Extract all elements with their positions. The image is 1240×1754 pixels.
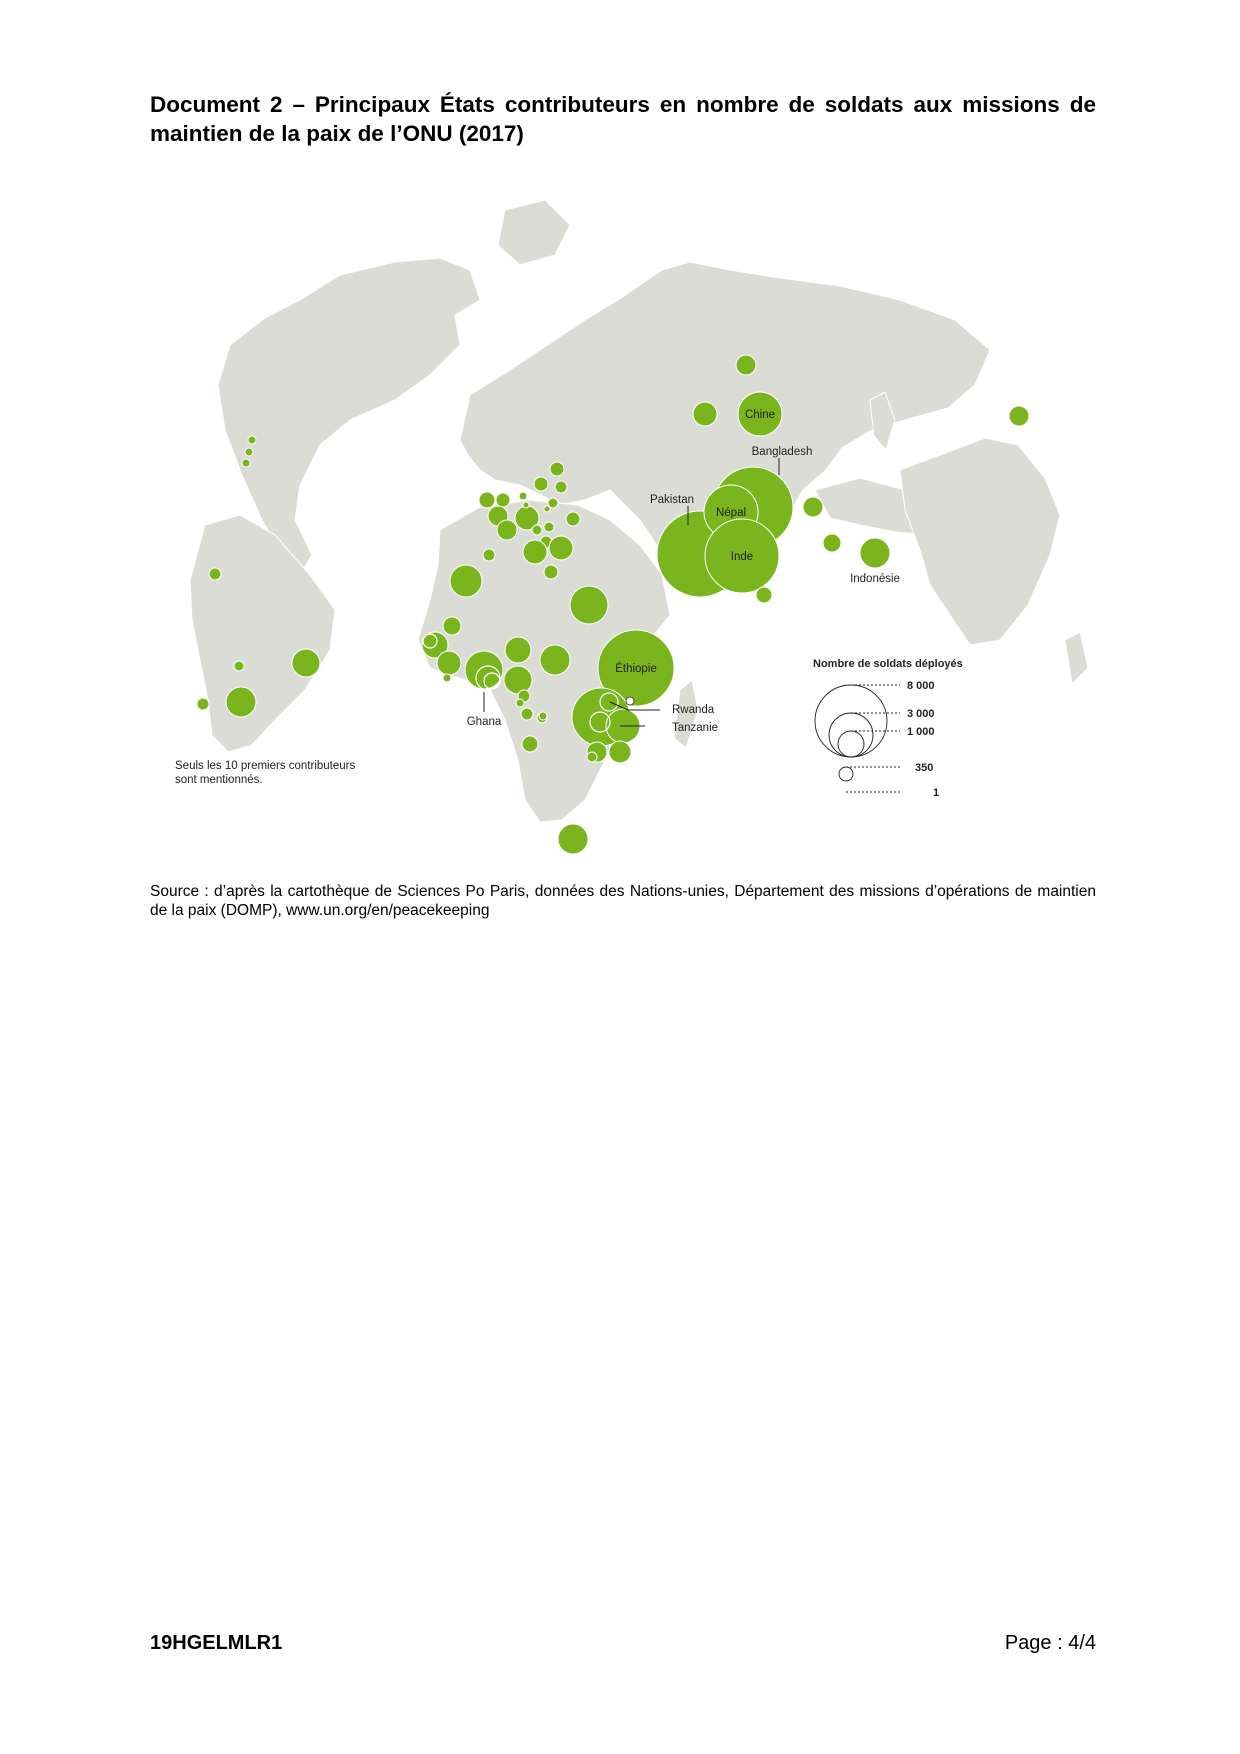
legend-label-8000: 8 000 bbox=[907, 680, 935, 692]
legend-circle-3000 bbox=[829, 713, 873, 757]
legend-label-3000: 3 000 bbox=[907, 708, 935, 720]
legend-labels bbox=[907, 680, 939, 799]
source-note: Source : d’après la cartothèque de Sciences Po Paris, données des Nations-unies, Département des missions d’opérations de maintien de la paix (DOMP), www.un.org/en/peacekeeping bbox=[150, 883, 1096, 919]
label-pakistan: Pakistan bbox=[649, 494, 695, 506]
label-ghana: Ghana bbox=[466, 716, 502, 728]
circle-europe-1 bbox=[479, 492, 495, 508]
circle-malaisie bbox=[823, 534, 841, 552]
world-map bbox=[0, 0, 1240, 870]
document-title: Document 2 – Principaux États contributeurs en nombre de soldats aux missions de maintien de la paix de l’ONU (2017) bbox=[150, 92, 1096, 146]
label-rwanda: Rwanda bbox=[672, 704, 715, 716]
circle-europe-13 bbox=[523, 540, 547, 564]
legend-label-1: 1 bbox=[933, 787, 940, 799]
circle-americas-7 bbox=[197, 698, 209, 710]
circle-africa-3 bbox=[443, 617, 461, 635]
circle-africa-9 bbox=[504, 666, 532, 694]
circle-europe-14 bbox=[549, 536, 573, 560]
circle-africa-2 bbox=[570, 586, 608, 624]
circle-africa-11 bbox=[516, 699, 524, 707]
footer-code: 19HGELMLR1 bbox=[150, 1632, 283, 1654]
circle-europe-2 bbox=[496, 493, 510, 507]
footer-page-number: Page : 4/4 bbox=[1004, 1632, 1096, 1654]
circle-africa-7 bbox=[505, 637, 531, 663]
circle-europe-20 bbox=[544, 506, 550, 512]
circle-europe-7 bbox=[534, 477, 548, 491]
circle-europe-4 bbox=[497, 520, 517, 540]
circle-europe-19 bbox=[523, 502, 529, 508]
circle-europe-10 bbox=[532, 525, 542, 535]
circle-africa-5 bbox=[437, 651, 461, 675]
circle-africa-15 bbox=[539, 712, 547, 720]
circle-americas-4 bbox=[209, 568, 221, 580]
circle-africa-12 bbox=[521, 708, 533, 720]
legend-label-1000: 1 000 bbox=[907, 726, 935, 738]
landmass-australia bbox=[900, 438, 1060, 645]
map-note bbox=[175, 760, 355, 786]
circle-europe-16 bbox=[548, 498, 558, 508]
circle-europe-15 bbox=[566, 512, 580, 526]
circle-sri-lanka bbox=[756, 587, 772, 603]
circle-americas-3 bbox=[242, 459, 250, 467]
circle-europe-8 bbox=[550, 462, 564, 476]
legend-circle-1000 bbox=[838, 731, 864, 757]
circle-europe-11 bbox=[544, 522, 554, 532]
label-indonesie: Indonésie bbox=[850, 573, 900, 585]
legend-title: Nombre de soldats déployés bbox=[813, 658, 963, 670]
label-tanzanie: Tanzanie bbox=[672, 722, 719, 734]
circle-europe-18 bbox=[544, 565, 558, 579]
landmass-new-zealand bbox=[1065, 632, 1088, 684]
circle-africa-14 bbox=[522, 736, 538, 752]
circle-africa-20 bbox=[558, 824, 588, 854]
circle-americas-1 bbox=[248, 436, 256, 444]
label-nepal: Népal bbox=[715, 507, 747, 519]
peacekeeping-map bbox=[0, 0, 1240, 870]
note-line-1: Seuls les 10 premiers contributeurs bbox=[175, 760, 356, 772]
circle-americas-8 bbox=[226, 687, 256, 717]
circle-europe-17 bbox=[483, 549, 495, 561]
circle-europe-9 bbox=[555, 481, 567, 493]
circle-americas-6 bbox=[234, 661, 244, 671]
circle-mongolie bbox=[693, 402, 717, 426]
circle-africa-18 bbox=[609, 741, 631, 763]
circle-americas-2 bbox=[245, 448, 253, 456]
label-ethiopie: Éthiopie bbox=[615, 663, 657, 675]
circle-africa-19 bbox=[587, 752, 597, 762]
label-bangladesh: Bangladesh bbox=[751, 446, 813, 458]
legend-circle-350 bbox=[839, 767, 853, 781]
landmass-greenland bbox=[498, 200, 570, 265]
landmass-south-america bbox=[190, 515, 335, 752]
circle-indonesie bbox=[860, 538, 890, 568]
outline-small-1 bbox=[626, 697, 634, 705]
circle-europe-6 bbox=[519, 492, 527, 500]
legend bbox=[813, 658, 963, 799]
circle-africa-8 bbox=[540, 645, 570, 675]
circle-americas-5 bbox=[292, 649, 320, 677]
small-outline-circles bbox=[626, 697, 634, 705]
circle-africa-6 bbox=[443, 674, 451, 682]
legend-label-350: 350 bbox=[915, 762, 934, 774]
legend-circle-8000 bbox=[815, 685, 887, 757]
circle-cambodge bbox=[803, 497, 823, 517]
circle-fidji bbox=[1009, 406, 1029, 426]
note-line-2: sont mentionnés. bbox=[175, 774, 263, 786]
label-chine: Chine bbox=[744, 409, 776, 421]
label-inde: Inde bbox=[730, 551, 754, 563]
circle-asia-nw bbox=[736, 355, 756, 375]
circle-africa-1 bbox=[450, 565, 482, 597]
